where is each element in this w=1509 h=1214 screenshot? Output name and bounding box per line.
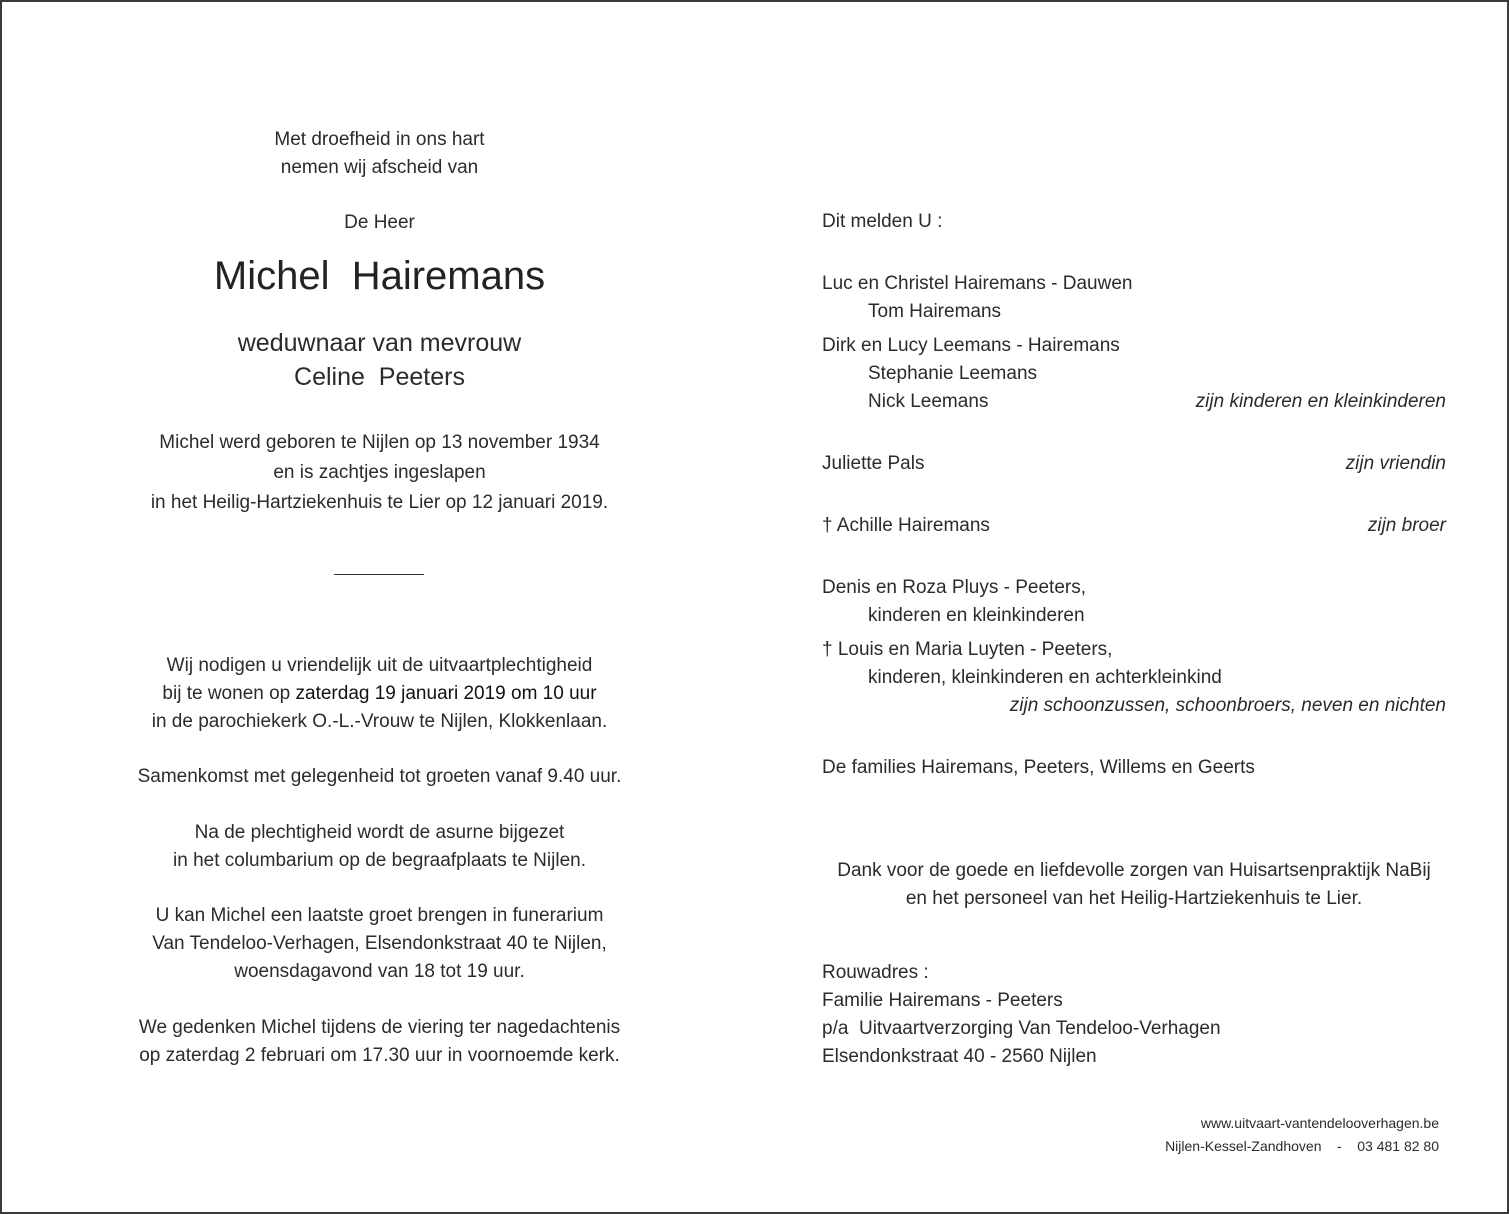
inlaw-2-sub: kinderen, kleinkinderen en achterkleinkind	[868, 667, 1222, 688]
inlaw-2: † Louis en Maria Luyten - Peeters,	[822, 639, 1113, 660]
ceremony-line-2	[102, 680, 657, 708]
families-text: De families Hairemans, Peeters, Willems en Geerts	[822, 757, 1255, 778]
footer-website[interactable]: www.uitvaart-vantendelooverhagen.be	[1200, 1115, 1439, 1131]
family-grandchild-1: Tom Hairemans	[868, 301, 1002, 322]
visit-line-1: U kan Michel een laatste groet brengen in funerarium	[155, 905, 604, 926]
inlaw-1: Denis en Roza Pluys - Peeters,	[822, 577, 1087, 598]
visit-line-3: woensdagavond van 18 tot 19 uur.	[234, 961, 525, 982]
urn-line-2: in het columbarium op de begraafplaats te Nijlen.	[173, 850, 586, 871]
footer-contact: Nijlen-Kessel-Zandhoven - 03 481 82 80	[1165, 1138, 1439, 1154]
divider	[334, 574, 424, 575]
ceremony-line-1: Wij nodigen u vriendelijk uit de uitvaartplechtigheid	[166, 655, 593, 676]
widower-line-1: weduwnaar van mevrouw	[237, 329, 522, 357]
widower-spouse-name: Celine Peeters	[294, 363, 465, 391]
announce-text: Dit melden U :	[822, 211, 943, 232]
intro-line-2: nemen wij afscheid van	[280, 157, 479, 178]
ceremony-line-2-prefix: bij te wonen op	[162, 683, 296, 704]
life-line-3: in het Heilig-Hartziekenhuis te Lier op 12 januari 2019.	[150, 492, 609, 513]
urn-line-1: Na de plechtigheid wordt de asurne bijgezet	[194, 822, 565, 843]
relation-children: zijn kinderen en kleinkinderen	[1195, 391, 1446, 412]
inlaw-1-sub: kinderen en kleinkinderen	[868, 605, 1085, 626]
life-line-1: Michel werd geboren te Nijlen op 13 november 1934	[159, 432, 600, 453]
gathering-text: Samenkomst met gelegenheid tot groeten vanaf 9.40 uur.	[137, 766, 622, 787]
thanks-line-1: Dank voor de goede en liefdevolle zorgen van Huisartsenpraktijk NaBij	[837, 860, 1431, 881]
ceremony-line-3: in de parochiekerk O.-L.-Vrouw te Nijlen, Klokkenlaan.	[151, 711, 608, 732]
address-line-2: p/a Uitvaartverzorging Van Tendeloo-Verhagen	[822, 1018, 1221, 1039]
life-line-2: en is zachtjes ingeslapen	[273, 462, 486, 483]
address-line-1: Familie Hairemans - Peeters	[822, 990, 1063, 1011]
memorial-line-2: op zaterdag 2 februari om 17.30 uur in voornoemde kerk.	[139, 1045, 620, 1066]
intro-line-1: Met droefheid in ons hart	[274, 129, 485, 150]
relation-friend: zijn vriendin	[1345, 453, 1446, 474]
relation-inlaws: zijn schoonzussen, schoonbroers, neven en nichten	[1009, 695, 1446, 716]
visit-line-2: Van Tendeloo-Verhagen, Elsendonkstraat 40 te Nijlen,	[152, 933, 607, 954]
memorial-line-1: We gedenken Michel tijdens de viering ter nagedachtenis	[138, 1017, 621, 1038]
family-grandchild-2: Stephanie Leemans	[868, 363, 1038, 384]
relation-brother: zijn broer	[1367, 515, 1446, 536]
family-child-2: Dirk en Lucy Leemans - Hairemans	[822, 335, 1120, 356]
family-child-1: Luc en Christel Hairemans - Dauwen	[822, 273, 1133, 294]
family-grandchild-3: Nick Leemans	[868, 391, 989, 412]
honorific: De Heer	[344, 212, 415, 233]
address-line-3: Elsendonkstraat 40 - 2560 Nijlen	[822, 1046, 1097, 1067]
friend-name: Juliette Pals	[822, 453, 925, 474]
deceased-name: Michel Hairemans	[213, 254, 546, 298]
ceremony-date: zaterdag 19 januari 2019 om 10 uur	[295, 683, 597, 704]
address-label: Rouwadres :	[822, 962, 929, 983]
brother-name: † Achille Hairemans	[822, 515, 990, 536]
thanks-line-2: en het personeel van het Heilig-Hartziekenhuis te Lier.	[905, 888, 1363, 909]
